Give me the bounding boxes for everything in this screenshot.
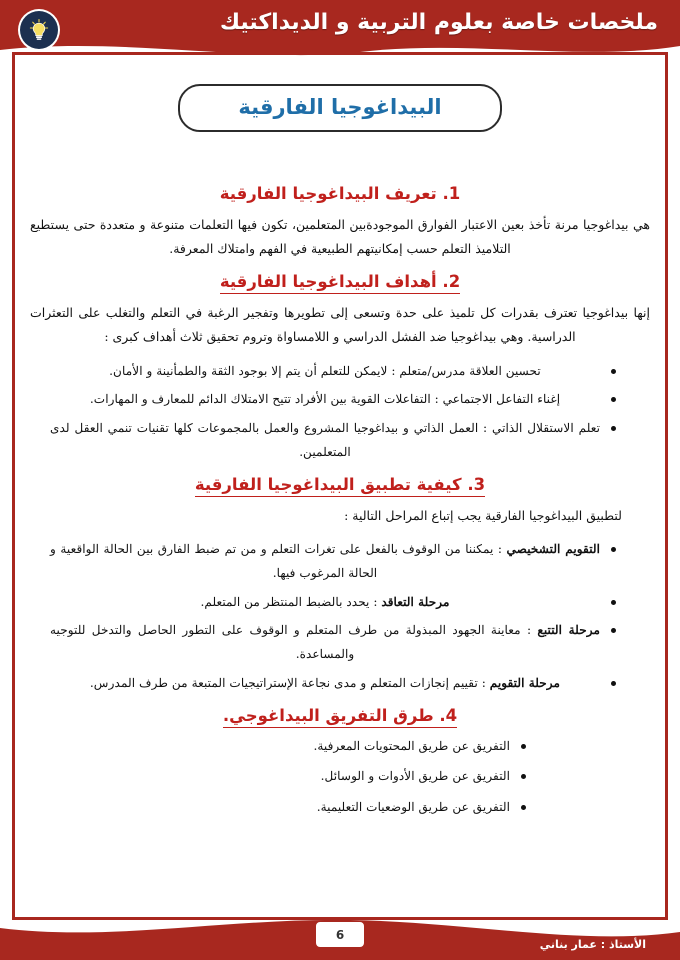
- page-footer: [0, 914, 680, 960]
- list-item: [124, 796, 526, 820]
- bullet-text: تعلم الاستقلال الذاتي : العمل الذاتي و بيداغوجيا المشروع والعمل بالمجموعات كلها تقنيات تنمي العقل لدى المتعلمين.: [50, 421, 600, 459]
- section-2-heading: 2. أهداف البيداغوجيا الفارقية: [24, 272, 656, 292]
- lightbulb-icon: [26, 17, 52, 43]
- section-4-bullet-list: [24, 735, 656, 820]
- list-item: [50, 388, 616, 412]
- list-item: [50, 360, 616, 384]
- list-item: [50, 672, 616, 696]
- bullet-text: تحسين العلاقة مدرس/متعلم : لايمكن للتعلم أن يتم إلا بوجود الثقة والطمأنينة و الأمان.: [109, 363, 541, 378]
- section-3-paragraph: لتطبيق البيداغوجيا الفارقية يجب إتباع المراحل التالية :: [344, 507, 622, 523]
- document-title-box: [178, 84, 501, 132]
- footer-author: الأستاذ : عمار بناني: [539, 938, 646, 951]
- document-body: [24, 62, 656, 908]
- list-item: [124, 765, 526, 789]
- section-1-paragraph: هي بيداغوجيا مرنة تأخذ بعين الاعتبار الفوارق الموجودةبين المتعلمين، تكون فيها التعلمات متنوعة و متعددة حتى يستطيع التلاميذ التعلم حسب إمكانيتهم الطبيعية في الفهم وامتلاك المعرفة.: [30, 217, 650, 257]
- bullet-lead: التقويم التشخيصي: [506, 542, 601, 556]
- section-4: [24, 706, 656, 820]
- site-logo: [18, 9, 60, 51]
- section-2-paragraph: إنها بيداغوجيا تعترف بقدرات كل تلميذ على حدة وتسعى إلى تطويرها وتفجير الرغبة في التعلم والتغلب على التعثرات الدراسية. وهي بيداغوجيا ضد الفشل الدراسي و اللامساواة وتروم تحقيق ثلاث أهداف كبرى :: [30, 304, 650, 345]
- bullet-text: : يحدد بالضبط المنتظر من المتعلم.: [200, 594, 382, 609]
- bullet-text: : تقييم إنجازات المتعلم و مدى نجاعة الإستراتيجيات المتبعة من طرف المدرس.: [89, 675, 490, 690]
- bullet-lead: مرحلة التقويم: [489, 675, 561, 690]
- page-number: 6: [315, 921, 365, 948]
- list-item: [50, 538, 616, 586]
- document-title-container: [24, 84, 656, 132]
- bullet-text: إغناء التفاعل الاجتماعي : التفاعلات القوية بين الأفراد تتيح الامتلاك الدائم للمعارف و المهارات.: [89, 392, 561, 407]
- list-item: [124, 735, 526, 759]
- section-4-heading: 4. طرق التفريق البيداغوجي.: [24, 706, 656, 726]
- list-item: [50, 619, 616, 667]
- bullet-text: التفريق عن طريق الوضعيات التعليمية.: [316, 800, 510, 815]
- section-1-heading: 1. تعريف البيداغوجيا الفارقية: [219, 184, 461, 203]
- section-2: [24, 272, 656, 465]
- document-title: البيداغوجيا الفارقية: [238, 95, 442, 119]
- bullet-text: : يمكننا من الوقوف بالفعل على تغرات التعلم و من تم ضبط الفارق بين الحالة الواقعية و الحالة المرغوب فيها.: [50, 542, 507, 580]
- logo-circle: [20, 11, 58, 49]
- section-2-bullet-list: [24, 360, 656, 465]
- section-1: [24, 184, 656, 262]
- bullet-text: التفريق عن طريق الأدوات و الوسائل.: [320, 769, 510, 784]
- bullet-lead: مرحلة التعاقد: [381, 594, 450, 609]
- list-item: [50, 591, 616, 615]
- bullet-text: : معاينة الجهود المبذولة من طرف المتعلم و الوقوف على التطور الحاصل والتدخل للتوجيه والمساعدة.: [50, 623, 538, 662]
- bullet-text: التفريق عن طريق المحتويات المعرفية.: [313, 738, 510, 753]
- section-3-bullet-list: [24, 538, 656, 696]
- section-3-heading: 3. كيفية تطبيق البيداغوجيا الفارقية: [24, 475, 656, 495]
- header-title: ملخصات خاصة بعلوم التربية و الديداكتيك: [219, 10, 658, 35]
- list-item: [50, 417, 616, 465]
- bullet-lead: مرحلة التتبع: [537, 623, 600, 638]
- section-3: [24, 475, 656, 696]
